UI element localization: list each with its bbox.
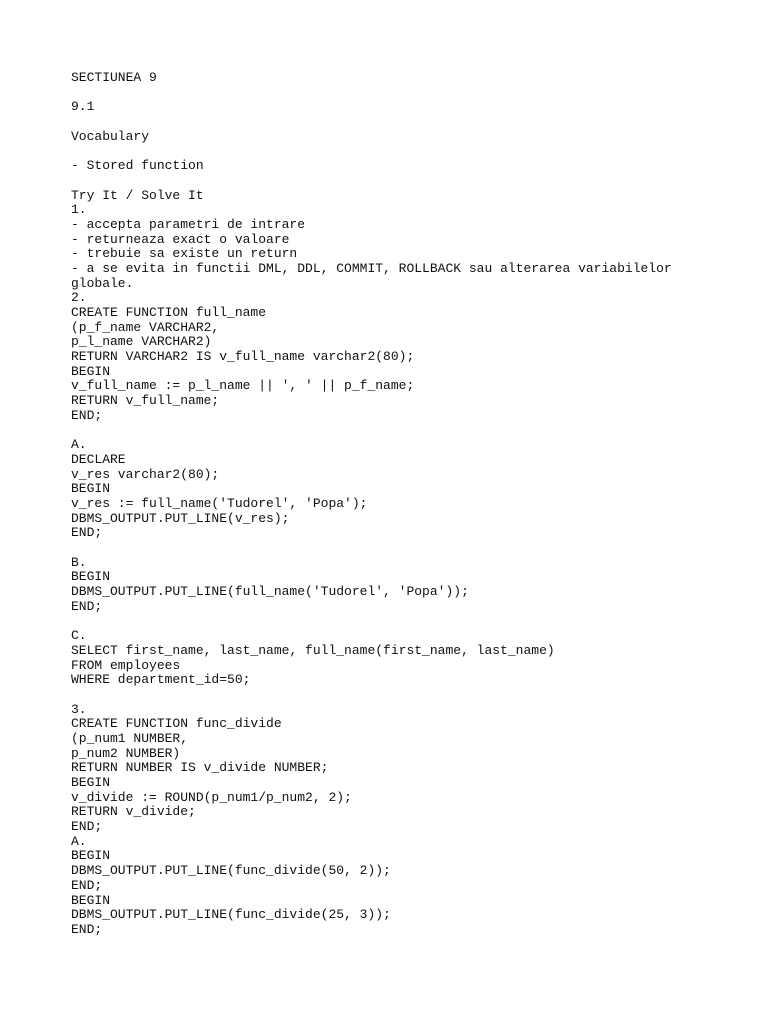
text-line: (p_num1 NUMBER, xyxy=(71,730,189,746)
text-line: FROM employees xyxy=(71,657,181,673)
text-line: A. xyxy=(71,833,87,849)
text-line: A. xyxy=(71,437,87,453)
text-line: v_res varchar2(80); xyxy=(71,466,220,482)
text-line: BEGIN xyxy=(71,775,111,790)
text-line: DBMS_OUTPUT.PUT_LINE(v_res); xyxy=(71,510,290,526)
text-line: END; xyxy=(71,921,103,937)
text-line: p_l_name VARCHAR2) xyxy=(71,334,212,350)
text-line: CREATE FUNCTION full_name xyxy=(71,305,267,320)
text-line: - Stored function xyxy=(71,158,204,174)
text-line: v_divide := ROUND(p_num1/p_num2, 2); xyxy=(71,789,352,805)
blank-line xyxy=(71,174,751,189)
blank-line xyxy=(71,541,751,556)
text-line: END; xyxy=(71,598,103,614)
text-line: END; xyxy=(71,407,103,423)
text-line: RETURN VARCHAR2 IS v_full_name varchar2(80); xyxy=(71,349,415,365)
blank-line xyxy=(71,115,751,130)
text-line: 1. xyxy=(71,202,87,218)
text-line: 3. xyxy=(71,701,87,717)
blank-line xyxy=(71,688,751,703)
text-line: Vocabulary xyxy=(71,128,150,144)
text-line: RETURN NUMBER IS v_divide NUMBER; xyxy=(71,760,329,776)
text-line: - a se evita in functii DML, DDL, COMMIT, ROLLBACK sau alterarea variabilelor xyxy=(71,260,672,276)
text-line: B. xyxy=(71,554,87,570)
blank-line xyxy=(71,144,751,159)
text-line: END; xyxy=(71,877,103,893)
text-line: DBMS_OUTPUT.PUT_LINE(full_name('Tudorel', 'Popa')); xyxy=(71,584,469,600)
text-line: CREATE FUNCTION func_divide xyxy=(71,716,282,732)
blank-line xyxy=(71,86,751,101)
blank-line xyxy=(71,424,751,439)
document-body xyxy=(71,71,751,938)
text-line: BEGIN xyxy=(71,892,111,908)
text-line: RETURN v_full_name; xyxy=(71,393,220,409)
text-line: DBMS_OUTPUT.PUT_LINE(func_divide(25, 3)); xyxy=(71,907,391,923)
text-line: BEGIN xyxy=(71,569,111,585)
text-line: v_res := full_name('Tudorel', 'Popa'); xyxy=(71,495,368,511)
text-line: DBMS_OUTPUT.PUT_LINE(func_divide(50, 2)); xyxy=(71,863,391,879)
text-line: SELECT first_name, last_name, full_name(first_name, last_name) xyxy=(71,642,555,658)
text-line: SECTIUNEA 9 xyxy=(71,70,157,85)
text-line: END; xyxy=(71,525,103,541)
text-line: 9.1 xyxy=(71,99,95,115)
text-line: BEGIN xyxy=(71,848,111,864)
text-line: - trebuie sa existe un return xyxy=(71,246,298,262)
text-line: DECLARE xyxy=(71,451,126,467)
text-line: - accepta parametri de intrare xyxy=(71,216,306,232)
text-line: BEGIN xyxy=(71,363,111,379)
text-line: p_num2 NUMBER) xyxy=(71,745,181,761)
blank-line xyxy=(71,614,751,629)
text-line: - returneaza exact o valoare xyxy=(71,231,290,247)
text-line: 2. xyxy=(71,290,87,306)
text-line: v_full_name := p_l_name || ', ' || p_f_name; xyxy=(71,378,415,394)
text-line: (p_f_name VARCHAR2, xyxy=(71,319,220,335)
text-line: END; xyxy=(71,819,103,835)
text-line: C. xyxy=(71,628,87,644)
text-line: RETURN v_divide; xyxy=(71,804,196,820)
text-line: WHERE department_id=50; xyxy=(71,672,251,688)
text-line: Try It / Solve It xyxy=(71,187,204,203)
text-line: BEGIN xyxy=(71,481,111,497)
text-line: globale. xyxy=(71,275,134,291)
